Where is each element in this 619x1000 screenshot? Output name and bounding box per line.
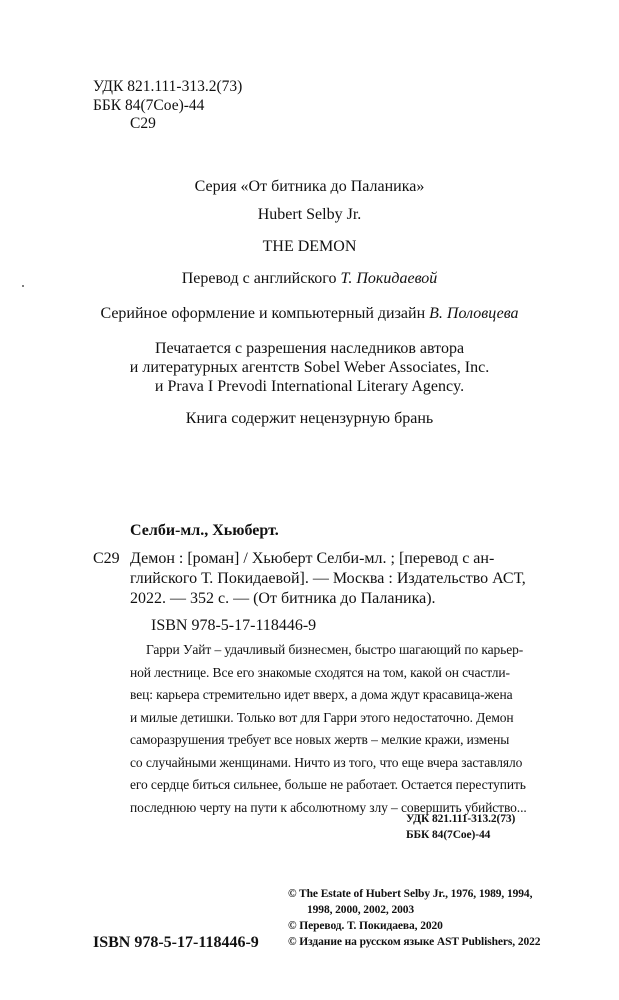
annotation-line: его сердце биться сильнее, больше не работает. Остается переступить [130, 777, 526, 792]
copyright-line-3: © Перевод. Т. Покидаева, 2020 [288, 920, 443, 932]
annotation-line: и милые детишки. Только вот для Гарри этого недостаточно. Демон [130, 709, 514, 725]
permission-line-3: и Prava I Prevodi International Literary Agency. [154, 378, 465, 395]
original-author: Hubert Selby Jr. [257, 206, 362, 223]
bbk-code: ББК 84(7Сое)-44 [93, 97, 205, 114]
annotation-line: Гарри Уайт – удачливый бизнесмен, быстро шагающий по карьер- [146, 642, 524, 657]
copyright-line-4: © Издание на русском языке AST Publishers, 2022 [288, 936, 541, 948]
series-line: Серия «От битника до Паланика» [194, 178, 425, 195]
designer-name: В. Половцева [429, 305, 519, 322]
catalog-mark: С29 [93, 550, 120, 567]
translator-name: Т. Покидаевой [340, 270, 438, 287]
copyright-line-1: © The Estate of Hubert Selby Jr., 1976, 1989, 1994, [288, 888, 533, 900]
translation-prefix: Перевод с английского [181, 270, 337, 287]
design-prefix: Серийное оформление и компьютерный дизайн [100, 305, 426, 322]
annotation [130, 639, 527, 819]
original-title: THE DEMON [262, 238, 357, 255]
author-mark: С29 [130, 115, 156, 132]
udk-code: УДК 821.111-313.2(73) [93, 78, 243, 95]
catalog-heading: Селби-мл., Хьюберт. [130, 522, 279, 539]
footer-isbn: ISBN 978-5-17-118446-9 [93, 934, 259, 951]
catalog-desc-line-1: Демон : [роман] / Хьюберт Селби-мл. ; [перевод с ан- [130, 550, 495, 567]
permission-line-1: Печатается с разрешения наследников автора [154, 340, 465, 357]
card-bbk: ББК 84(7Сое)-44 [406, 829, 491, 841]
catalog-desc-line-2: глийского Т. Покидаевой]. — Москва : Издательство АСТ, [130, 570, 526, 587]
annotation-line: вец: карьера стремительно идет вверх, а дома ждут красавица-жена [130, 687, 513, 702]
catalog-isbn: ISBN 978-5-17-118446-9 [151, 617, 317, 634]
annotation-line: саморазрушения требует все новых жертв – мелкие кражи, измены [130, 732, 510, 747]
content-warning: Книга содержит нецензурную брань [185, 410, 434, 427]
translation-credit [0, 269, 619, 288]
copyright-line-2: 1998, 2000, 2002, 2003 [307, 904, 415, 916]
permission-line-2: и литературных агентств Sobel Weber Associates, Inc. [129, 359, 490, 376]
card-udk: УДК 821.111-313.2(73) [406, 813, 516, 825]
design-credit [0, 304, 619, 323]
annotation-line: ной лестнице. Все его знакомые сходятся на том, какой он счастли- [130, 664, 510, 680]
catalog-desc-line-3: 2022. — 352 с. — (От битника до Паланика). [130, 590, 436, 607]
annotation-line: со случайными женщинами. Ничто из того, что еще вчера заставляло [130, 754, 523, 770]
annotation-line: последнюю черту на пути к абсолютному злу – совершить убийство... [130, 799, 527, 815]
